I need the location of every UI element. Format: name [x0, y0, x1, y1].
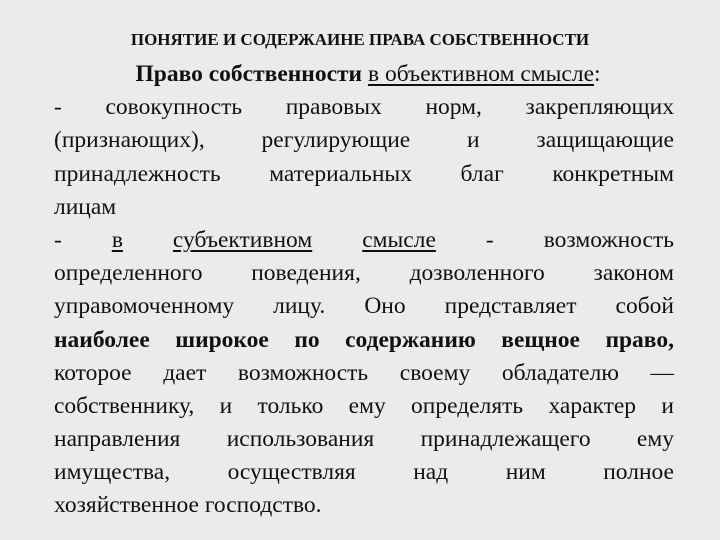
word: наиболее: [54, 326, 150, 353]
line-5: [54, 191, 674, 224]
line-subjective-heading: [54, 224, 674, 257]
word: конкретным: [552, 160, 674, 187]
colon: :: [594, 61, 601, 87]
word: возможность: [237, 359, 369, 386]
word: лицу.: [273, 293, 326, 320]
word: по: [294, 326, 320, 353]
word: ему: [348, 392, 386, 419]
word: совокупность: [105, 94, 243, 121]
word: и: [661, 392, 674, 419]
word: -: [54, 94, 62, 121]
word: направления: [54, 426, 181, 453]
term-subjective: субъективном: [172, 226, 313, 253]
line-8: [54, 290, 674, 323]
word: характер: [548, 392, 637, 419]
word: материальных: [269, 160, 412, 187]
word: законом: [593, 260, 674, 287]
word: осуществляя: [227, 459, 356, 486]
line-9-bold: [54, 324, 674, 357]
dash: -: [54, 226, 62, 253]
word: закрепляющих: [525, 94, 674, 121]
dash: -: [485, 226, 494, 253]
line-12: [54, 423, 674, 456]
word: определять: [411, 392, 524, 419]
word: право,: [605, 326, 674, 353]
line-11: [54, 390, 674, 423]
word: —: [650, 359, 674, 386]
slide-body: [54, 58, 674, 523]
word: своему: [399, 359, 471, 386]
word: представляет: [444, 293, 577, 320]
word: (признающих),: [54, 127, 205, 154]
word: и: [467, 127, 480, 154]
line-14: [54, 489, 674, 522]
term-sense: смысле: [362, 226, 436, 253]
word: лицам: [54, 193, 117, 220]
term-property-right: Право собственности: [135, 61, 363, 87]
word: только: [257, 392, 324, 419]
word: поведения,: [251, 260, 361, 287]
word: защищающие: [536, 127, 674, 154]
word: определенного: [54, 260, 203, 287]
slide-title: ПОНЯТИЕ И СОДЕРЖАИНЕ ПРАВА СОБСТВЕННОСТИ: [130, 30, 590, 49]
word: возможность: [543, 226, 674, 253]
word: использования: [226, 426, 375, 453]
line-13: [54, 456, 674, 489]
word: дозволенного: [409, 260, 545, 287]
word: норм,: [425, 94, 482, 121]
word: собственнику,: [54, 392, 195, 419]
word: широкое: [175, 326, 269, 353]
word: регулирующие: [261, 127, 411, 154]
line-3: [54, 124, 674, 157]
word: правовых: [285, 94, 382, 121]
word: хозяйственное господство.: [54, 492, 322, 519]
term-objective-sense: в объективном смысле: [367, 61, 594, 87]
word: которое: [54, 359, 132, 386]
word: дает: [163, 359, 207, 386]
word: обладателю: [501, 359, 619, 386]
word: имущества,: [54, 459, 171, 486]
line-4: [54, 158, 674, 191]
word: вещное: [501, 326, 580, 353]
line-10: [54, 357, 674, 390]
line-objective-heading: [54, 58, 674, 91]
word: благ: [460, 160, 504, 187]
word: полное: [603, 459, 674, 486]
line-7: [54, 257, 674, 290]
word: Оно: [364, 293, 406, 320]
word: и: [219, 392, 233, 419]
word: принадлежность: [54, 160, 221, 187]
term-in: в: [111, 226, 123, 253]
word: принадлежащего: [420, 426, 591, 453]
word: над: [413, 459, 449, 486]
word: собой: [615, 293, 674, 320]
word: содержанию: [345, 326, 476, 353]
word: ним: [505, 459, 546, 486]
word: ему: [636, 426, 674, 453]
word: управомоченному: [54, 293, 235, 320]
line-2: [54, 91, 674, 124]
